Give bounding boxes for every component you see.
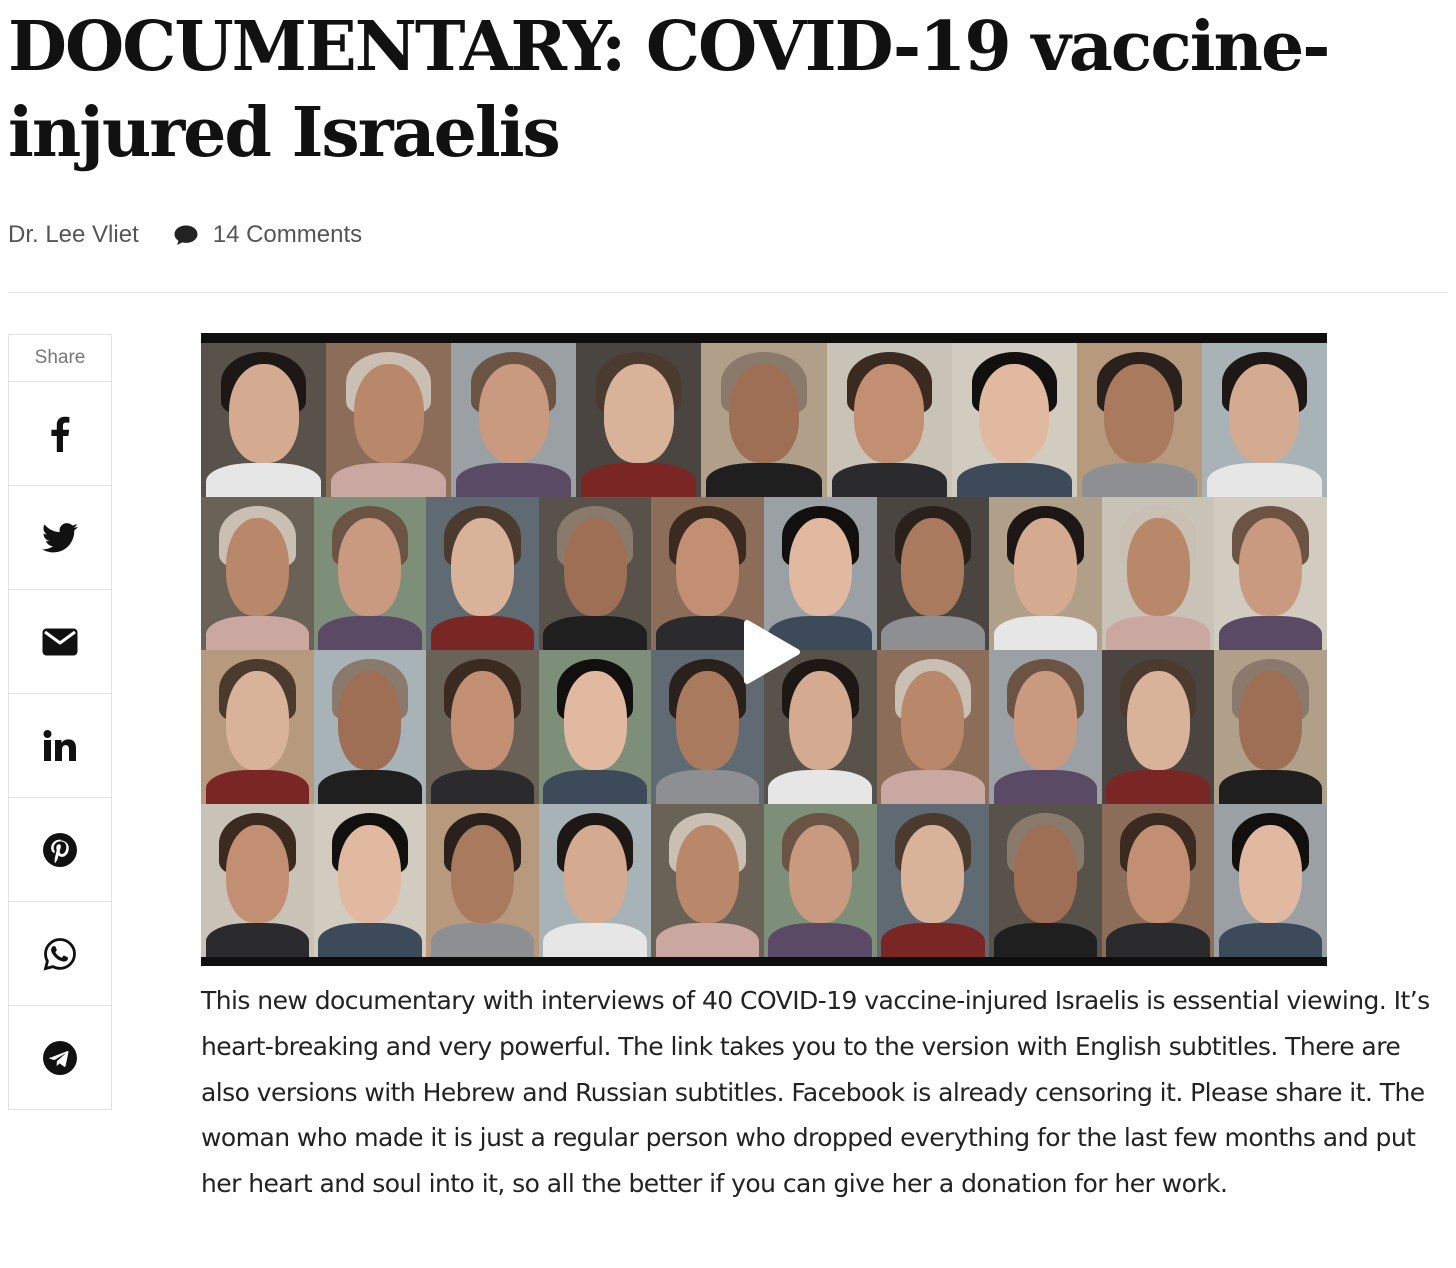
portrait-tile — [1102, 804, 1215, 958]
portrait-tile — [539, 497, 652, 651]
article-meta — [8, 218, 362, 252]
portrait-tile — [326, 343, 451, 497]
portrait-tile — [314, 497, 427, 651]
share-twitter-button[interactable] — [9, 486, 111, 590]
share-label: Share — [9, 335, 111, 382]
pinterest-icon — [43, 833, 77, 867]
portrait-tile — [764, 804, 877, 958]
portrait-tile — [877, 497, 990, 651]
whatsapp-icon — [43, 937, 77, 971]
linkedin-icon — [43, 730, 77, 762]
portrait-tile — [701, 343, 826, 497]
portrait-tile — [827, 343, 952, 497]
portrait-tile — [314, 804, 427, 958]
comments-count: 14 Comments — [212, 221, 363, 248]
share-email-button[interactable] — [9, 590, 111, 694]
portrait-tile — [1214, 497, 1327, 651]
portrait-tile — [426, 497, 539, 651]
portrait-tile — [1214, 804, 1327, 958]
portrait-tile — [201, 804, 314, 958]
share-telegram-button[interactable] — [9, 1006, 111, 1109]
video-embed[interactable] — [201, 333, 1327, 966]
twitter-icon — [42, 523, 78, 553]
share-whatsapp-button[interactable] — [9, 902, 111, 1006]
portrait-tile — [201, 343, 326, 497]
portrait-tile — [426, 804, 539, 958]
article-body: This new documentary with interviews of 40 COVID-19 vaccine-injured Israelis is essential viewing. It’s heart-breaking and very powerful. The link takes you to the version with English subtitles. There are also versions with Hebrew and Russian subtitles. Facebook is already censoring it. Please share it. The woman who made it is just a regular person who dropped everything for the last few months and put her heart and soul into it, so all the better if you can give her a donation for her work. — [201, 986, 1430, 1199]
portrait-tile — [539, 650, 652, 804]
portrait-tile — [1077, 343, 1202, 497]
portrait-tile — [1214, 650, 1327, 804]
thumbnail-row — [201, 343, 1327, 497]
author-link[interactable]: Dr. Lee Vliet — [8, 221, 139, 248]
portrait-tile — [1202, 343, 1327, 497]
portrait-tile — [989, 497, 1102, 651]
portrait-tile — [989, 650, 1102, 804]
portrait-tile — [576, 343, 701, 497]
portrait-tile — [451, 343, 576, 497]
portrait-tile — [314, 650, 427, 804]
facebook-icon — [50, 416, 70, 452]
portrait-tile — [201, 650, 314, 804]
share-pinterest-button[interactable] — [9, 798, 111, 902]
share-facebook-button[interactable] — [9, 382, 111, 486]
portrait-tile — [877, 650, 990, 804]
article-title: DOCUMENTARY: COVID-19 vaccine-injured Israelis — [8, 7, 1329, 173]
envelope-icon — [42, 628, 78, 656]
comment-bubble-icon — [173, 224, 199, 246]
portrait-tile — [426, 650, 539, 804]
portrait-tile — [1102, 650, 1215, 804]
portrait-tile — [201, 497, 314, 651]
comments-link[interactable] — [173, 221, 362, 249]
thumbnail-row — [201, 804, 1327, 958]
portrait-tile — [651, 804, 764, 958]
portrait-tile — [952, 343, 1077, 497]
header-divider — [8, 292, 1448, 293]
telegram-icon — [43, 1041, 77, 1075]
share-linkedin-button[interactable] — [9, 694, 111, 798]
share-sidebar — [8, 334, 112, 1110]
play-icon[interactable] — [741, 619, 801, 685]
portrait-tile — [877, 804, 990, 958]
portrait-tile — [539, 804, 652, 958]
portrait-tile — [989, 804, 1102, 958]
portrait-tile — [1102, 497, 1215, 651]
